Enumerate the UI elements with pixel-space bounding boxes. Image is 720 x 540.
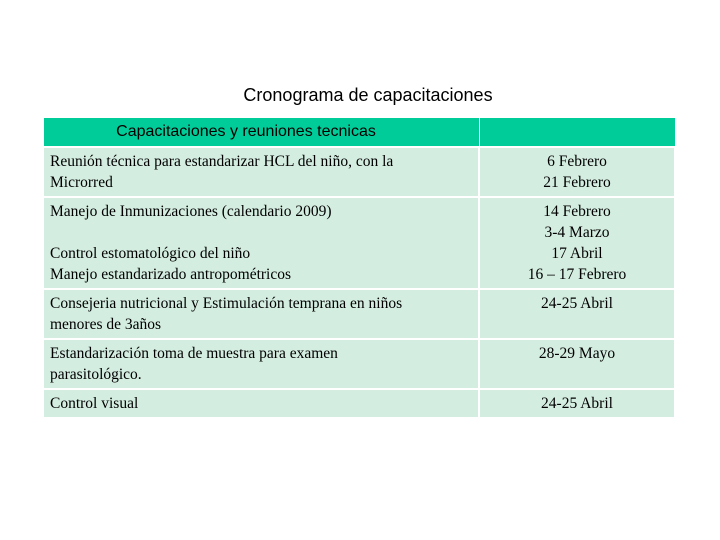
dates-cell <box>479 147 675 197</box>
table-row <box>43 197 675 289</box>
page-title: Cronograma de capacitaciones <box>243 85 493 105</box>
date-line: 17 Abril <box>551 245 603 262</box>
activity-line: Estandarización toma de muestra para examen <box>50 345 338 362</box>
dates-cell <box>479 339 675 389</box>
activity-line: menores de 3años <box>50 316 162 333</box>
table-row <box>43 147 675 197</box>
activity-cell <box>43 147 479 197</box>
activity-line: Manejo de Inmunizaciones (calendario 2009) <box>50 203 332 220</box>
activity-line: Microrred <box>50 174 113 191</box>
activity-cell <box>43 289 479 339</box>
activity-line: Control visual <box>50 395 139 412</box>
activity-line: Manejo estandarizado antropométricos <box>50 266 292 283</box>
dates-cell <box>479 197 675 289</box>
date-line: 24-25 Abril <box>541 395 613 412</box>
date-line: 3-4 Marzo <box>544 224 610 241</box>
date-line: 6 Febrero <box>547 153 607 170</box>
date-line: 24-25 Abril <box>541 295 613 312</box>
date-line: 14 Febrero <box>543 203 611 220</box>
dates-cell <box>479 289 675 339</box>
table-row <box>43 289 675 339</box>
activity-line: Consejeria nutricional y Estimulación temprana en niños <box>50 295 403 312</box>
activity-line: Reunión técnica para estandarizar HCL del niño, con la <box>50 153 394 170</box>
dates-cell <box>479 389 675 418</box>
activity-cell <box>43 339 479 389</box>
schedule-table <box>42 117 676 419</box>
table-header-row <box>43 118 675 148</box>
activity-line: parasitológico. <box>50 366 142 383</box>
header-dates <box>479 118 675 148</box>
table-row <box>43 339 675 389</box>
header-activities: Capacitaciones y reuniones tecnicas <box>43 118 479 148</box>
activity-cell <box>43 389 479 418</box>
date-line: 16 – 17 Febrero <box>527 266 627 283</box>
date-line: 21 Febrero <box>543 174 611 191</box>
activity-cell <box>43 197 479 289</box>
date-line: 28-29 Mayo <box>538 345 616 362</box>
activity-line: Control estomatológico del niño <box>50 245 251 262</box>
table-row <box>43 389 675 418</box>
